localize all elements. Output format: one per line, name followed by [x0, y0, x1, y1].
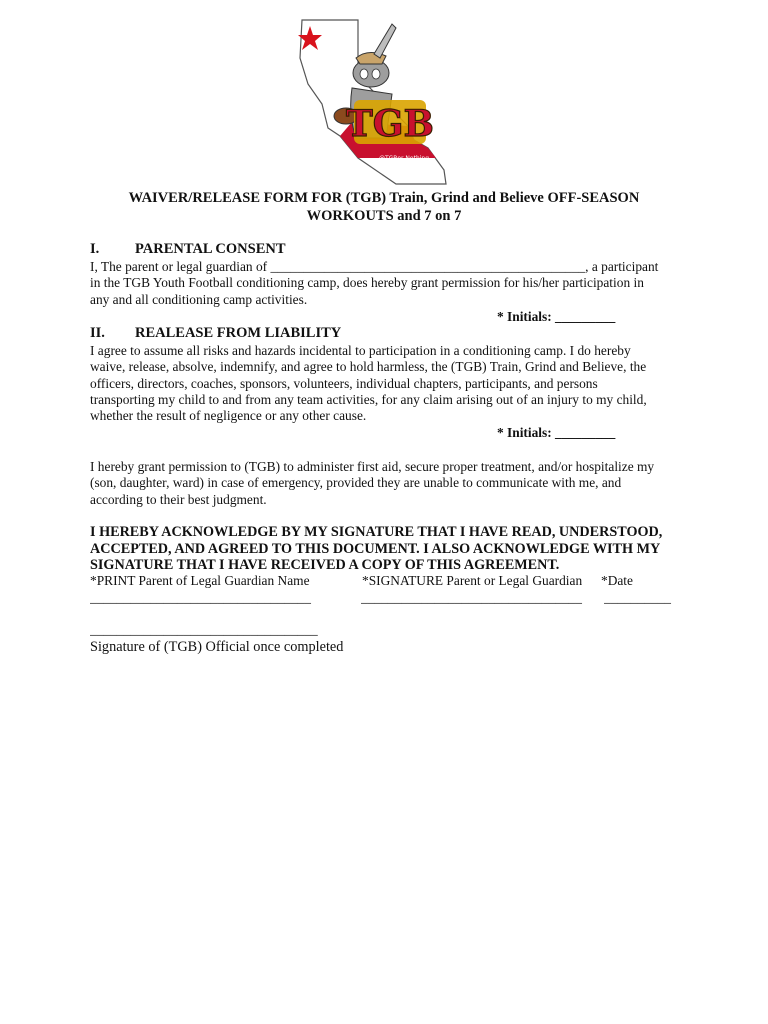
print-name-field[interactable]: _________________________________ [90, 590, 311, 605]
permission-line-2: (son, daughter, ward) in case of emergency, provided they are unable to communicate with me, and [90, 475, 622, 491]
form-title [90, 189, 678, 225]
section-2-line-3: officers, directors, coaches, sponsors, volunteers, individual chapters, participants, and persons [90, 375, 598, 391]
section-1-line-2: in the TGB Youth Football conditioning camp, does hereby grant permission for his/her participation in [90, 275, 644, 291]
official-signature-label: Signature of (TGB) Official once completed [90, 639, 344, 655]
section-2-heading [90, 325, 341, 342]
acknowledgement-statement [90, 524, 690, 574]
logo-text: TGB [346, 103, 434, 145]
section-1-line-3: any and all conditioning camp activities. [90, 291, 308, 307]
section-2-line-2: waive, release, absolve, indemnify, and agree to hold harmless, the (TGB) Train, Grind and Believe, the [90, 359, 647, 375]
ack-line-1: I HEREBY ACKNOWLEDGE BY MY SIGNATURE THAT I HAVE READ, UNDERSTOOD, [90, 524, 663, 540]
section-2-line-5: whether the result of negligence or any other cause. [90, 408, 367, 424]
permission-line-3: according to their best judgment. [90, 491, 267, 507]
signature-label: *SIGNATURE Parent or Legal Guardian [362, 573, 583, 588]
section-1-number: I. [90, 241, 100, 257]
section-2-line-1: I agree to assume all risks and hazards incidental to participation in a conditioning camp. I do hereby [90, 343, 631, 358]
signature-field[interactable]: _________________________________ [361, 590, 582, 605]
section-1-body [90, 259, 680, 308]
official-signature-field[interactable]: __________________________________ [90, 622, 318, 637]
section-2-number: II. [90, 325, 105, 341]
logo-tagline: @TGBor Nothing [378, 155, 430, 162]
permission-line-1: I hereby grant permission to (TGB) to administer first aid, secure proper treatment, and/or hospitalize my [90, 459, 655, 474]
section-2-initials-field[interactable]: * Initials: _________ [497, 425, 616, 440]
print-name-label: *PRINT Parent of Legal Guardian Name [90, 573, 310, 588]
section-1-line-1: I, The parent or legal guardian of _______________________________________________, a participant [90, 259, 659, 274]
section-1-heading [90, 241, 286, 258]
date-label: *Date [601, 573, 633, 588]
tgb-logo [296, 18, 456, 188]
section-2-title: REALEASE FROM LIABILITY [135, 325, 342, 341]
section-2-body [90, 343, 680, 424]
date-field[interactable]: __________ [604, 590, 671, 605]
section-1-title: PARENTAL CONSENT [135, 241, 286, 257]
first-aid-permission [90, 459, 680, 508]
ack-line-3: SIGNATURE THAT I HAVE RECEIVED A COPY OF THIS AGREEMENT. [90, 557, 560, 573]
section-2-line-4: transporting my child to and from any team activities, for any claim arising out of an injury to my child, [90, 391, 647, 407]
section-1-initials-field[interactable]: * Initials: _________ [497, 309, 616, 324]
title-line-2: WORKOUTS and 7 on 7 [306, 208, 462, 224]
ack-line-2: ACCEPTED, AND AGREED TO THIS DOCUMENT. I ALSO ACKNOWLEDGE WITH MY [90, 540, 661, 557]
title-line-1: WAIVER/RELEASE FORM FOR (TGB) Train, Grind and Believe OFF-SEASON [128, 190, 640, 206]
